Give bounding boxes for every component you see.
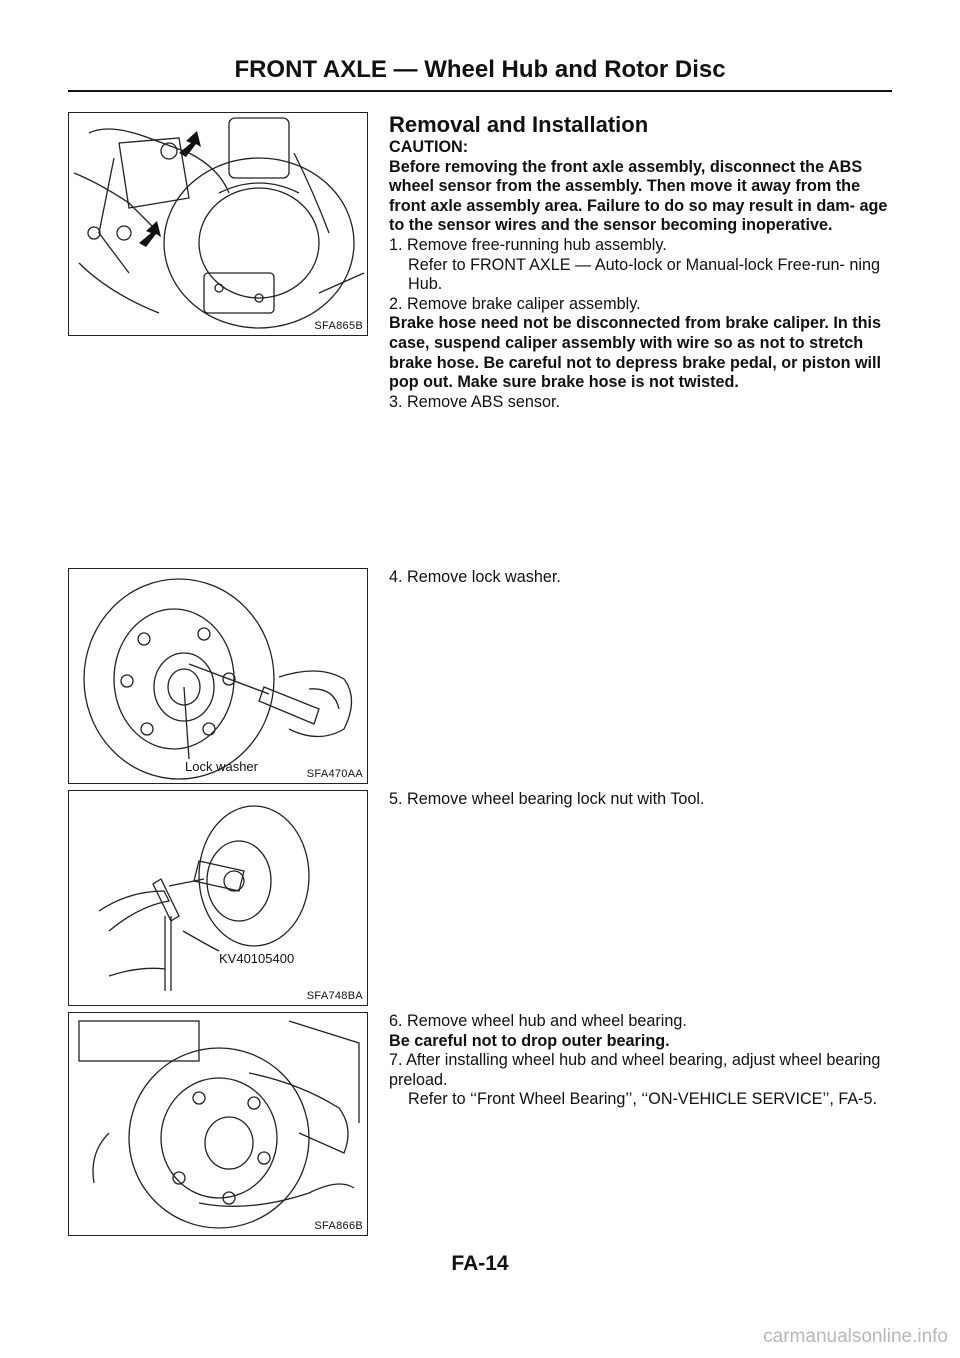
removal-installation-section bbox=[389, 112, 901, 412]
figure-lock-nut-tool bbox=[68, 790, 368, 1006]
lock-washer-illustration bbox=[69, 569, 367, 783]
page-code: FA-14 bbox=[451, 1252, 509, 1275]
step-3: 3. Remove ABS sensor. bbox=[389, 392, 560, 411]
figure-wheel-hub bbox=[68, 1012, 368, 1236]
lock-nut-tool-illustration bbox=[69, 791, 367, 1005]
caliper-illustration bbox=[69, 113, 367, 335]
page-header-title: FRONT AXLE — Wheel Hub and Rotor Disc bbox=[234, 56, 726, 83]
caution-text: Before removing the front axle assembly, disconnect the ABS wheel sensor from the assembly. Then move it away from the front axle assembly area. Failure to do so may result in dam- age to the sensor wires and the sensor becoming inoperative. bbox=[389, 157, 888, 235]
step-7: 7. After installing wheel hub and wheel bearing, adjust wheel bearing preload. bbox=[389, 1051, 881, 1089]
step-7-reference: Refer to ‘‘Front Wheel Bearing’’, ‘‘ON-VEHICLE SERVICE’’, FA-5. bbox=[408, 1090, 878, 1109]
wheel-hub-illustration bbox=[69, 1013, 367, 1235]
step-6-note: Be careful not to drop outer bearing. bbox=[389, 1031, 670, 1050]
figure-code: SFA748BA bbox=[306, 990, 363, 1002]
section-title: Removal and Installation bbox=[389, 112, 649, 137]
step-5-block bbox=[389, 790, 901, 810]
figure-code: SFA865B bbox=[314, 320, 363, 332]
step-1: 1. Remove free-running hub assembly. bbox=[389, 235, 667, 254]
step-2: 2. Remove brake caliper assembly. bbox=[389, 294, 641, 313]
header-rule bbox=[68, 90, 892, 92]
step-4-block bbox=[389, 568, 901, 588]
tool-number-label: KV40105400 bbox=[219, 951, 295, 966]
step-6: 6. Remove wheel hub and wheel bearing. bbox=[389, 1012, 687, 1030]
step-2-note: Brake hose need not be disconnected from brake caliper. In this case, suspend caliper assembly with wire so as not to stretch brake hose. Be careful not to depress brake pedal, or piston will pop out. Make sure brake hose is not twisted. bbox=[389, 314, 882, 392]
figure-code: SFA866B bbox=[314, 1220, 363, 1232]
watermark: carmanualsonline.info bbox=[763, 1326, 948, 1347]
figure-caliper bbox=[68, 112, 368, 336]
step-5: 5. Remove wheel bearing lock nut with Tool. bbox=[389, 790, 705, 808]
figure-code: SFA470AA bbox=[306, 768, 363, 780]
caution-label: CAUTION: bbox=[389, 138, 469, 156]
step-4: 4. Remove lock washer. bbox=[389, 568, 561, 586]
figure-lock-washer bbox=[68, 568, 368, 784]
step-6-7-block bbox=[389, 1012, 901, 1110]
lock-washer-label: Lock washer bbox=[185, 759, 258, 774]
step-1-reference: Refer to FRONT AXLE — Auto-lock or Manual-lock Free-run- ning Hub. bbox=[408, 255, 881, 294]
